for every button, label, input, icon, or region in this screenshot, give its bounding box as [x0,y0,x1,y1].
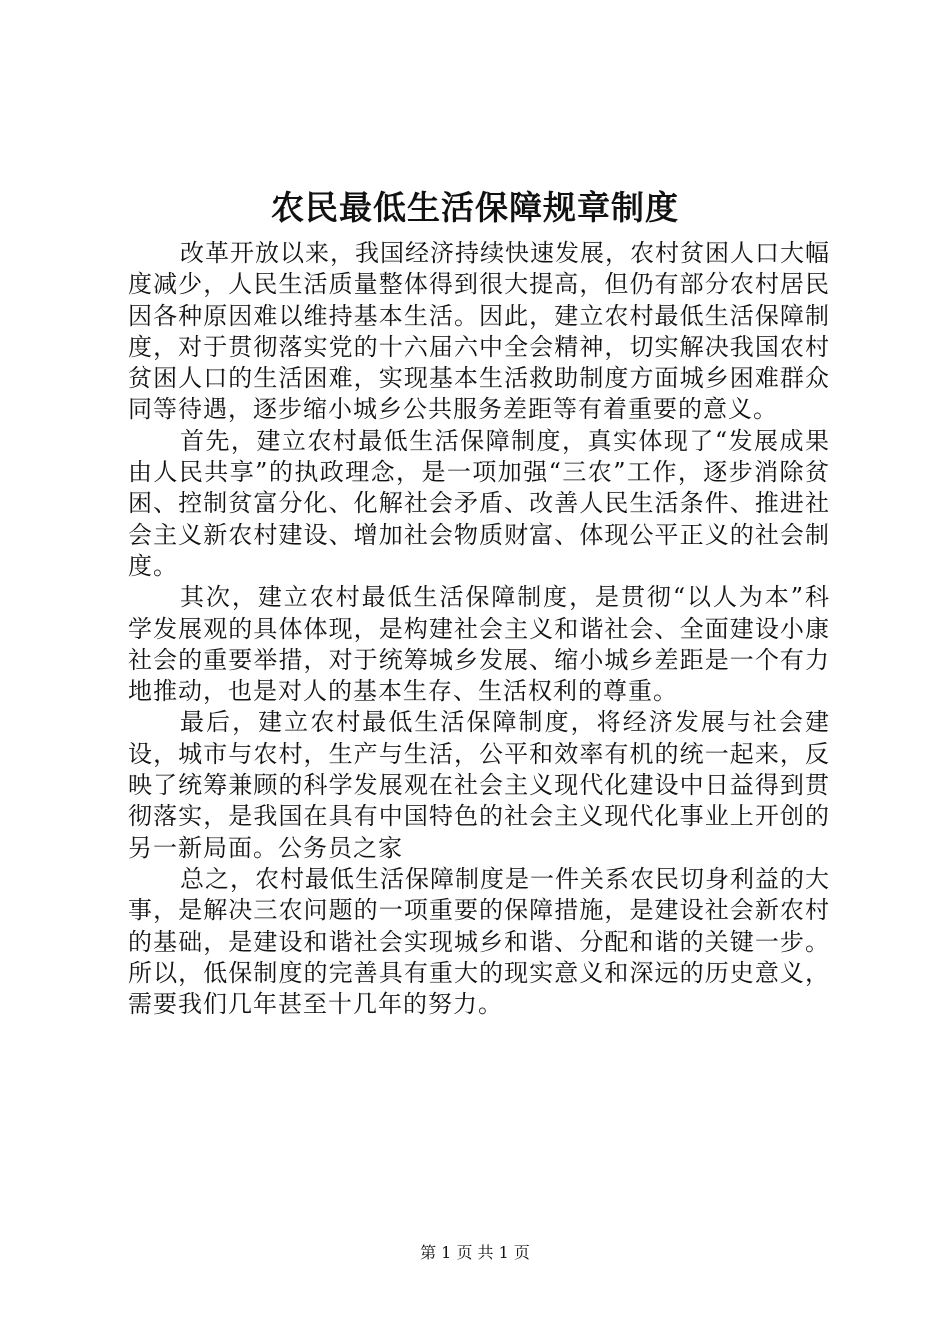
paragraph-conclusion: 总之，农村最低生活保障制度是一件关系农民切身利益的大事，是解决三农问题的一项重要的保障措施，是建设社会新农村的基础，是建设和谐社会实现城乡和谐、分配和谐的关键一步。所以，低保制度的完善具有重大的现实意义和深远的历史意义，需要我们几年甚至十几年的努力。 [128,864,830,1019]
document-title: 农民最低生活保障规章制度 [271,188,679,227]
paragraph-second: 其次，建立农村最低生活保障制度，是贯彻“以人为本”科学发展观的具体体现，是构建社会主义和谐社会、全面建设小康社会的重要举措，对于统筹城乡发展、缩小城乡差距是一个有力地推动，也是对人的基本生存、生活权利的尊重。 [128,583,830,706]
paragraph-last: 最后，建立农村最低生活保障制度，将经济发展与社会建设，城市与农村，生产与生活，公平和效率有机的统一起来，反映了统筹兼顾的科学发展观在社会主义现代化建设中日益得到贯彻落实，是我国在具有中国特色的社会主义现代化事业上开创的另一新局面。公务员之家 [128,708,830,862]
page-footer: 第 1 页 共 1 页 [420,1243,530,1262]
document-body [128,238,830,1020]
paragraph-intro: 改革开放以来，我国经济持续快速发展，农村贫困人口大幅度减少，人民生活质量整体得到很大提高，但仍有部分农村居民因各种原因难以维持基本生活。因此，建立农村最低生活保障制度，对于贯彻落实党的十六届六中全会精神，切实解决我国农村贫困人口的生活困难，实现基本生活救助制度方面城乡困难群众同等待遇，逐步缩小城乡公共服务差距等有着重要的意义。 [128,239,830,424]
paragraph-first: 首先，建立农村最低生活保障制度，真实体现了“发展成果由人民共享”的执政理念，是一项加强“三农”工作，逐步消除贫困、控制贫富分化、化解社会矛盾、改善人民生活条件、推进社会主义新农村建设、增加社会物质财富、体现公平正义的社会制度。 [128,426,830,580]
